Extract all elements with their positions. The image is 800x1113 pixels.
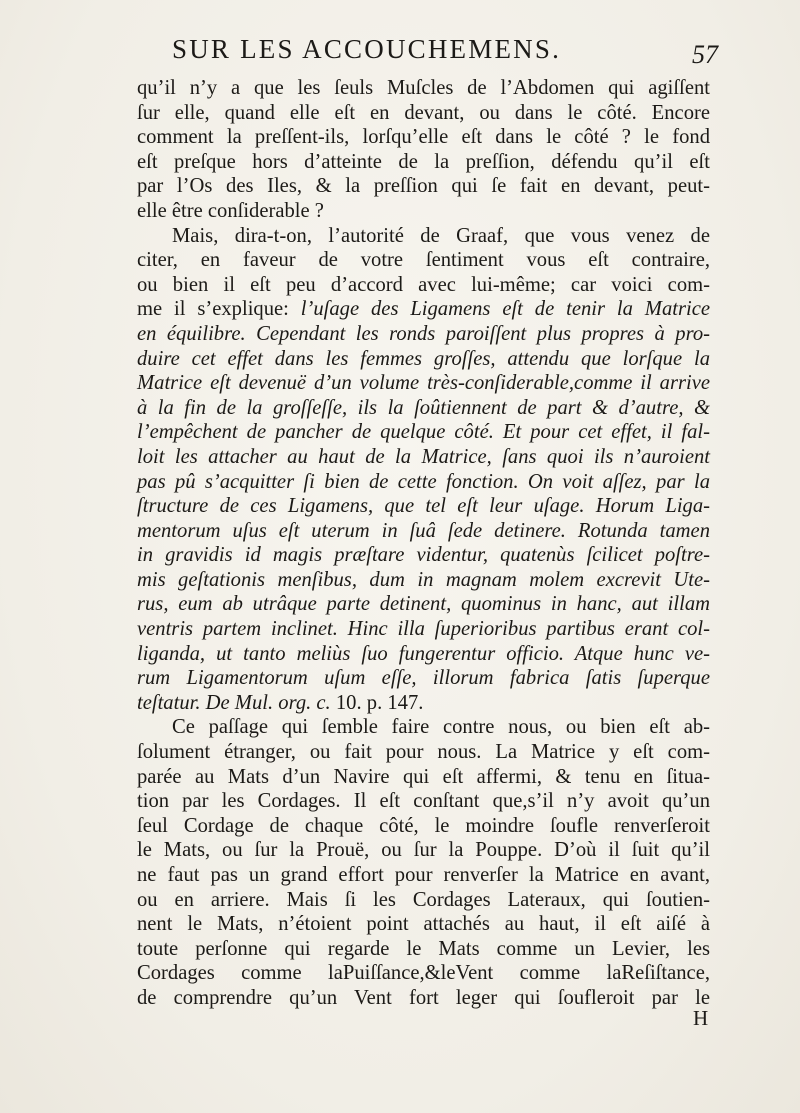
text-line — [137, 543, 710, 568]
text-line-content: ſeul Cordage de chaque côté, le moindre ſoufle renverſeroit — [137, 814, 710, 837]
text-line — [137, 691, 710, 716]
text-line-content: citer, en faveur de votre ſentiment vous eſt contraire, — [137, 249, 710, 272]
text-line-content: ou en arriere. Mais ſi les Cordages Lateraux, qui ſoutien- — [137, 888, 710, 911]
text-line — [137, 666, 710, 691]
text-line — [137, 568, 710, 593]
text-line — [137, 961, 710, 986]
text-line-content: tion par les Cordages. Il eſt conſtant que,s’il n’y avoit qu’un — [137, 790, 710, 813]
text-line-content: qu’il n’y a que les ſeuls Muſcles de l’Abdomen qui agiſſent — [137, 77, 710, 99]
text-line-content: Cordages comme laPuiſſance,&leVent comme laReſiſtance, — [137, 962, 710, 985]
text-line-content: ſur elle, quand elle eſt en devant, ou dans le côté. Encore — [137, 101, 710, 124]
text-line-content: me il s’explique: — [137, 298, 289, 321]
text-line — [137, 863, 710, 888]
text-line-content: toute perſonne qui regarde le Mats comme un Levier, les — [137, 937, 710, 960]
text-line-content: Mais, dira-t-on, l’autorité de Graaf, que vous venez de — [172, 224, 710, 247]
text-line-content: ſolument étranger, ou fait pour nous. La Matrice y eſt com- — [137, 741, 710, 764]
text-line — [137, 937, 710, 962]
text-line-content: ventris partem inclinet. Hinc illa ſuperioribus partibus erant col- — [137, 618, 710, 641]
text-line — [137, 445, 710, 470]
text-line-content: mentorum uſus eſt uterum in ſuâ ſede detinere. Rotunda tamen — [137, 519, 710, 542]
text-line — [137, 986, 710, 1011]
text-line-content: comment la preſſent-ils, lorſqu’elle eſt dans le côté ? le fond — [137, 126, 710, 149]
text-line — [137, 76, 710, 101]
text-line-content: in gravidis id magis præſtare videntur, quatenùs ſcilicet poſtre- — [137, 544, 710, 567]
text-line-italic-part: l’uſage des Ligamens eſt de tenir la Matrice — [300, 298, 710, 321]
text-line-content: rum Ligamentorum uſum eſſe, illorum fabrica ſatis ſuperque — [137, 667, 710, 690]
text-line — [137, 224, 710, 249]
text-line-content: Ce paſſage qui ſemble faire contre nous, ou bien eſt ab- — [172, 716, 710, 739]
text-line-content: ne faut pas un grand effort pour renverſer la Matrice en avant, — [137, 864, 710, 886]
text-line — [137, 420, 710, 445]
text-line-content: duire cet effet dans les femmes groſſes, attendu que lorſque la — [137, 347, 710, 370]
text-line-content: liganda, ut tanto meliùs ſuo fungerentur officio. Atque hunc ve- — [137, 642, 710, 665]
text-line — [137, 371, 710, 396]
body-text — [137, 76, 710, 1011]
text-line — [137, 592, 710, 617]
text-line-content: l’empêchent de pancher de quelque côté. Et pour cet effet, il fal- — [137, 421, 710, 444]
text-line-content: parée au Mats d’un Navire qui eſt affermi, & tenu en ſitua- — [137, 765, 710, 788]
text-line — [137, 470, 710, 495]
text-line — [137, 617, 710, 642]
running-head — [0, 34, 800, 78]
text-line — [137, 888, 710, 913]
text-line-content: loit les attacher au haut de la Matrice, ſans quoi ils n’auroient — [137, 445, 710, 468]
page-number: 57 — [692, 40, 718, 69]
text-line — [137, 101, 710, 126]
text-line-content: le Mats, ou ſur la Prouë, ou ſur la Pouppe. D’où il ſuit qu’il — [137, 839, 710, 862]
text-line — [137, 765, 710, 790]
text-line — [137, 740, 710, 765]
text-line — [137, 642, 710, 667]
text-line-content: ou bien il eſt peu d’accord avec lui-même; car voici com- — [137, 273, 710, 296]
text-line — [137, 150, 710, 175]
text-line-content: pas pû s’acquitter ſi bien de cette fonction. On voit aſſez, par la — [137, 470, 710, 493]
text-line — [137, 814, 710, 839]
running-title: SUR LES ACCOUCHEMENS. — [172, 34, 562, 64]
catchword: H — [693, 1006, 709, 1030]
text-line-content: Matrice eſt devenuë d’un volume très-conſiderable,comme il arrive — [137, 372, 710, 395]
text-line-content: à la fin de la groſſeſſe, ils la ſoûtiennent de part & d’autre, & — [137, 396, 710, 419]
text-line — [137, 248, 710, 273]
text-line-roman-part: 10. p. 147. — [335, 691, 424, 714]
text-line-content: rus, eum ab utrâque parte detinent, quominus in hanc, aut illam — [137, 593, 710, 616]
text-line — [137, 838, 710, 863]
text-line — [137, 789, 710, 814]
text-line — [137, 396, 710, 421]
text-line-content: eſt preſque hors d’atteinte de la preſſion, défendu qu’il eſt — [137, 150, 710, 173]
text-line-content: mis geſtationis menſibus, dum in magnam molem excrevit Ute- — [137, 568, 710, 591]
text-line — [137, 199, 710, 224]
text-line — [137, 174, 710, 199]
text-line-content: elle être conſiderable ? — [137, 199, 324, 222]
text-line-content: nent le Mats, n’étoient point attachés au haut, il eſt aiſé à — [137, 913, 710, 936]
text-line — [137, 297, 710, 322]
text-line-content: de comprendre qu’un Vent fort leger qui ſoufleroit par le — [137, 986, 710, 1009]
text-line-content: ſtructure de ces Ligamens, que tel eſt leur uſage. Horum Liga- — [137, 495, 710, 518]
text-line — [137, 322, 710, 347]
text-line — [137, 273, 710, 298]
text-line-content: teſtatur. De Mul. org. c. — [137, 691, 331, 714]
text-line — [137, 715, 710, 740]
text-line-content: en équilibre. Cependant les ronds paroiſſent plus propres à pro- — [137, 322, 710, 345]
text-line — [137, 912, 710, 937]
text-line — [137, 519, 710, 544]
text-line — [137, 347, 710, 372]
text-line — [137, 125, 710, 150]
text-line — [137, 494, 710, 519]
text-line-content: par l’Os des Iles, & la preſſion qui ſe fait en devant, peut- — [137, 175, 710, 198]
